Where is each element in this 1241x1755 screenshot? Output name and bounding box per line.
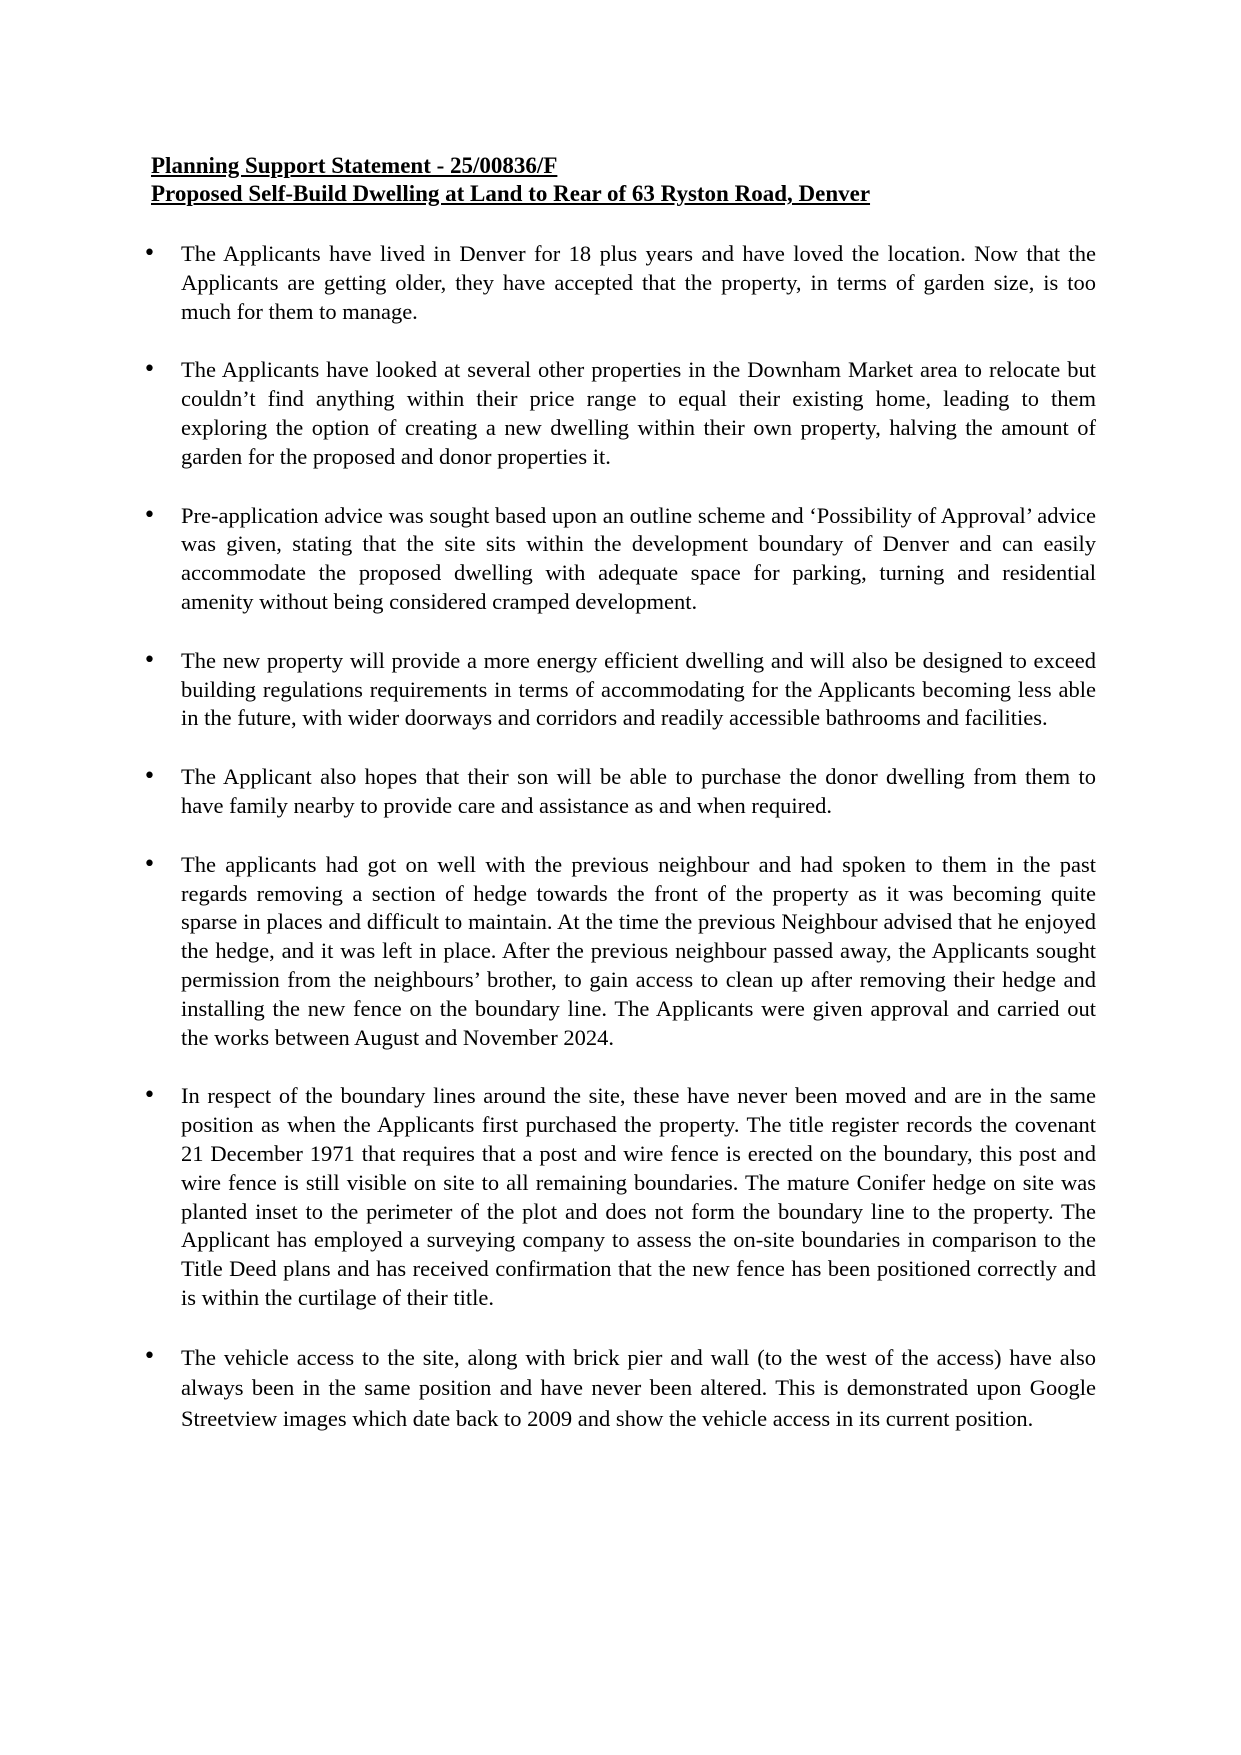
- bullet-icon: •: [143, 241, 156, 266]
- bullet-icon: •: [143, 764, 156, 790]
- bullet-text: The Applicants have looked at several other properties in the Downham Market area to relocate but couldn’t find anything within their price range to equal their existing home, leading to them exploring the option of creating a new dwelling within their own property, halving the amount of garden for the proposed and donor properties it.: [181, 357, 1096, 469]
- bullet-icon: •: [143, 647, 156, 673]
- bullet-text: The new property will provide a more energy efficient dwelling and will also be designed to exceed building regulations requirements in terms of accommodating for the Applicants becoming less able in the future, with wider doorways and corridors and readily accessible bathrooms and facilities.: [181, 647, 1096, 731]
- list-item: [0, 240, 1241, 326]
- bullet-text: The Applicant also hopes that their son will be able to purchase the donor dwelling from them to have family nearby to provide care and assistance as and when required.: [181, 764, 1096, 818]
- bullet-text: Pre-application advice was sought based upon an outline scheme and ‘Possibility of Approval’ advice was given, stating that the site sits within the development boundary of Denver and can easily accommodate the proposed dwelling with adequate space for parking, turning and residential amenity without being considered cramped development.: [181, 502, 1096, 614]
- list-item: [0, 851, 1241, 1053]
- bullet-text: The vehicle access to the site, along with brick pier and wall (to the west of the access) have also always been in the same position and have never been altered. This is demonstrated upon Google Streetview images which date back to 2009 and show the vehicle access in its current position.: [181, 1344, 1096, 1431]
- list-item: [0, 502, 1241, 617]
- bullet-text: In respect of the boundary lines around the site, these have never been moved and are in the same position as when the Applicants first purchased the property. The title register records the covenant 21 December 1971 that requires that a post and wire fence is erected on the boundary, this post and wire fence is still visible on site to all remaining boundaries. The mature Conifer hedge on site was planted inset to the perimeter of the plot and does not form the boundary line to the property. The Applicant has employed a surveying company to assess the on-site boundaries in comparison to the Title Deed plans and has received confirmation that the new fence has been positioned correctly and is within the curtilage of their title.: [181, 1083, 1096, 1310]
- bullet-text: The applicants had got on well with the previous neighbour and had spoken to them in the past regards removing a section of hedge towards the front of the property as it was becoming quite sparse in places and difficult to maintain. At the time the previous Neighbour advised that he enjoyed the hedge, and it was left in place. After the previous neighbour passed away, the Applicants sought permission from the neighbours’ brother, to gain access to clean up after removing their hedge and installing the new fence on the boundary line. The Applicants were given approval and carried out the works between August and November 2024.: [181, 851, 1096, 1050]
- bullet-list: [0, 240, 1241, 1464]
- bullet-icon: •: [143, 1083, 156, 1109]
- list-item: [0, 1082, 1241, 1312]
- list-item: [0, 763, 1241, 821]
- bullet-icon: •: [143, 851, 156, 877]
- list-item: [0, 356, 1241, 471]
- document-heading: [151, 152, 1101, 208]
- bullet-icon: •: [143, 1343, 156, 1369]
- list-item: [0, 1343, 1241, 1435]
- bullet-icon: •: [143, 502, 156, 528]
- heading-title-line: Planning Support Statement - 25/00836/F: [151, 153, 558, 178]
- bullet-text: The Applicants have lived in Denver for 18 plus years and have loved the location. Now that the Applicants are getting older, they have accepted that the property, in terms of garden size, is too much for them to manage.: [181, 241, 1096, 324]
- bullet-icon: •: [143, 357, 156, 383]
- heading-subtitle-line: Proposed Self-Build Dwelling at Land to Rear of 63 Ryston Road, Denver: [151, 181, 871, 206]
- list-item: [0, 647, 1241, 733]
